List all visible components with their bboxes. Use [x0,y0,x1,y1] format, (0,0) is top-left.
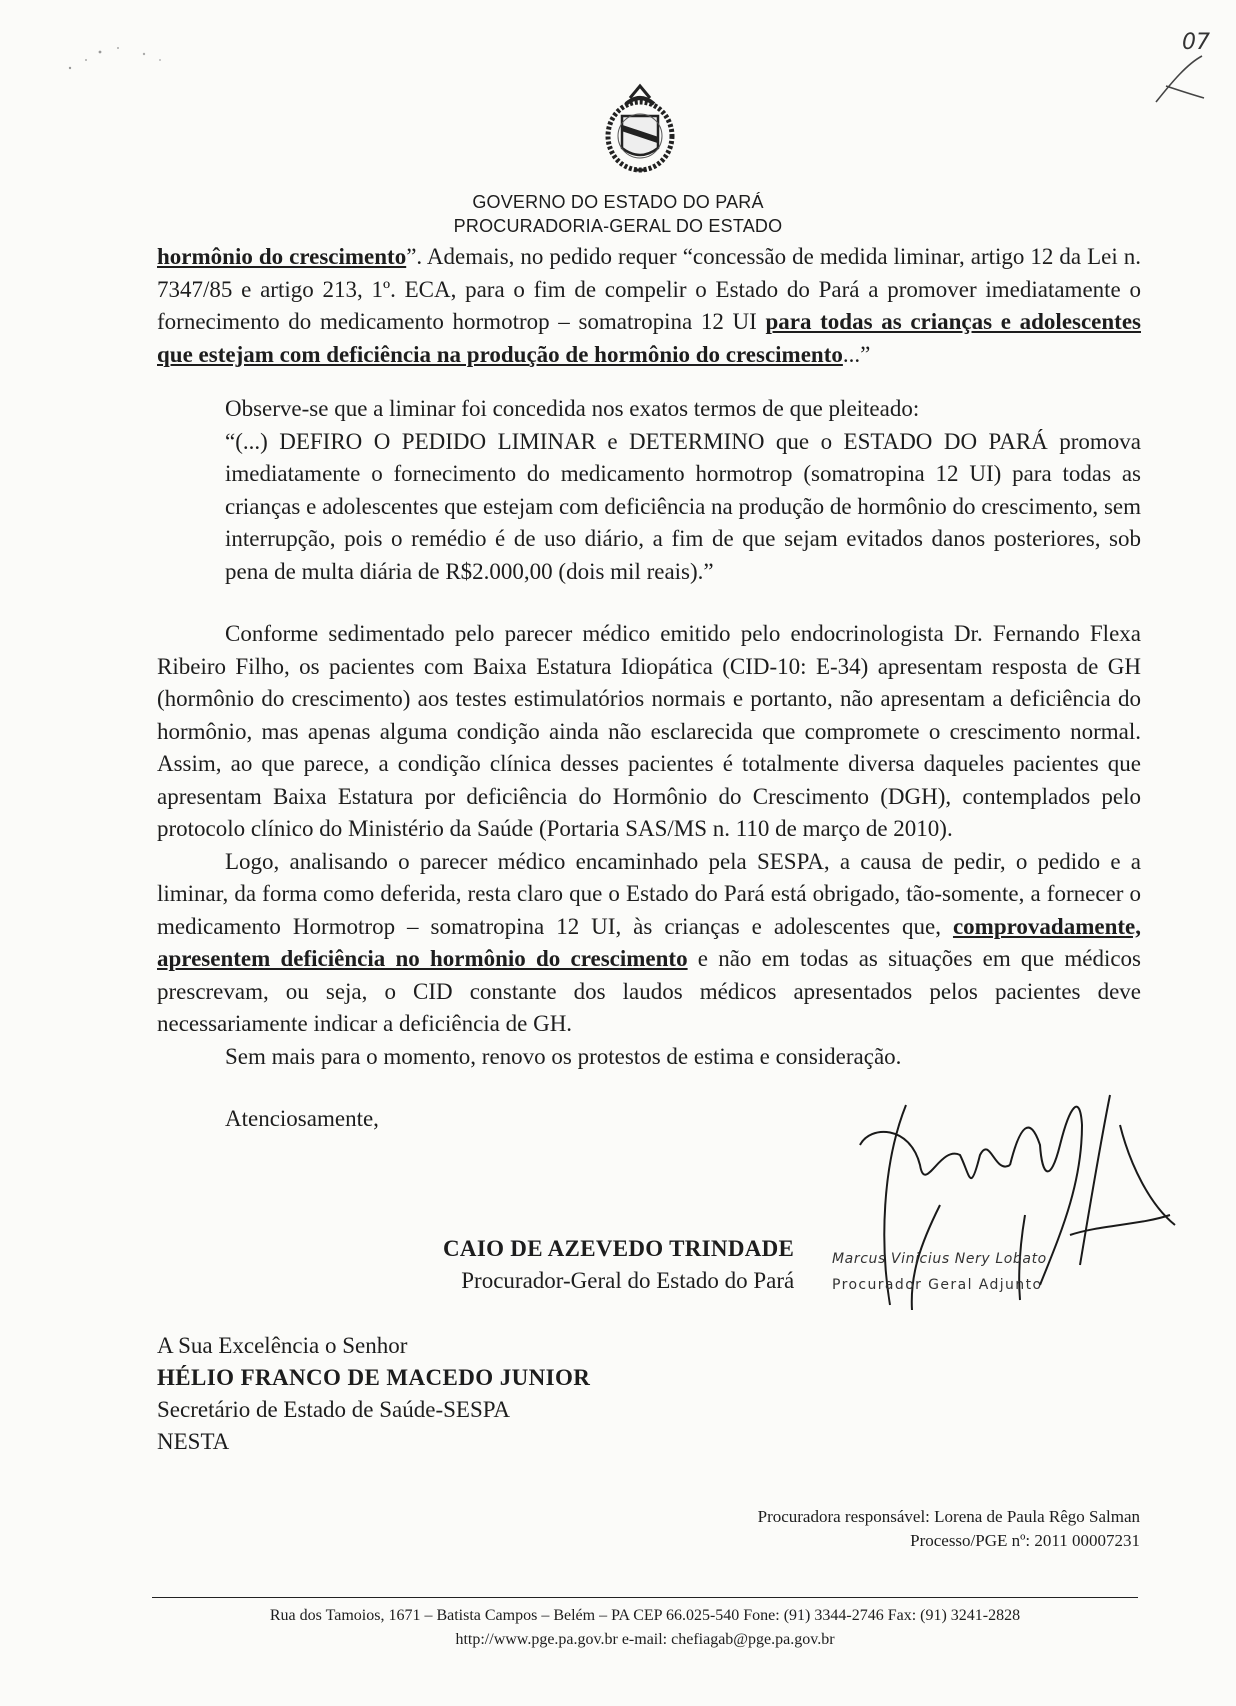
paragraph-closing-remarks: Sem mais para o momento, renovo os protestos de estima e consideração. [225,1043,902,1069]
paragraph-conclusion [157,846,1141,1041]
addressee-block [157,1330,590,1458]
document-header [0,190,1236,238]
addressee-role: Secretário de Estado de Saúde-SESPA [157,1397,511,1422]
emphasis-text: hormônio do crescimento [157,244,407,269]
handwritten-mark [1152,52,1212,112]
addressee-salutation: A Sua Excelência o Senhor [157,1333,408,1358]
emphasis-text: comprovadamente, apresentem deficiência no hormônio do crescimento [157,913,1141,971]
header-procuradoria: PROCURADORIA-GERAL DO ESTADO [453,216,783,236]
paragraph-medical-opinion: Conforme sedimentado pelo parecer médico emitido pelo endocrinologista Dr. Fernando Flexa Ribeiro Filho, os pacientes com Baixa Estatura Idiopática (CID-10: E-34) apresentam resposta de GH (hormônio do crescimento) aos testes estimulatórios normais e portanto, não apresentam a deficiência do hormônio, mas apenas alguma condição ainda não esclarecida que compromete o crescimento normal. Assim, ao que parece, a condição clínica desses pacientes é totalmente diversa daqueles pacientes que apresentam Baixa Estatura por deficiência do Hormônio do Crescimento (DGH), contemplados pelo protocolo clínico do Ministério da Saúde (Portaria SAS/MS n. 110 de março de 2010). [157,621,1141,841]
signer-title: Procurador-Geral do Estado do Pará [461,1268,795,1293]
handwritten-page-number: 07 [1182,30,1210,55]
closing-salutation: Atenciosamente, [225,1106,379,1131]
paragraph-text: e não em todas as situações em que médicos prescrevam, ou seja, o CID constante dos laudos médicos apresentados pelos pacientes deve necessariamente indicar a deficiência de GH. [157,946,1141,1036]
scan-speckle [60,40,180,80]
responsible-attorney: Procuradora responsável: Lorena de Paula Rêgo Salman [757,1507,1140,1526]
stamp-title: Procurador Geral Adjunto [832,1277,1043,1293]
footer-contacts: http://www.pge.pa.gov.br e-mail: chefiagab@pge.pa.gov.br [455,1631,835,1648]
header-government: GOVERNO DO ESTADO DO PARÁ [472,192,764,212]
page-footer [152,1604,1138,1652]
addressee-name: HÉLIO FRANCO DE MACEDO JUNIOR [157,1365,591,1390]
court-decision-quote: “(...) DEFIRO O PEDIDO LIMINAR e DETERMINO que o ESTADO DO PARÁ promova imediatamente o fornecimento do medicamento hormotrop (somatropina 12 UI) para todas as crianças e adolescentes que estejam com deficiência na produção de hormônio do crescimento, sem interrupção, pois o remédio é de uso diário, a fim de que sejam evitados danos posteriores, sob pena de multa diária de R$2.000,00 (dois mil reais).” [225,428,1141,584]
adjunct-stamp [832,1246,1047,1298]
paragraph-text: ...” [842,341,871,367]
state-coat-of-arms-icon [600,82,680,178]
signature-block [443,1233,794,1297]
footer-address: Rua dos Tamoios, 1671 – Batista Campos – Belém – PA CEP 66.025-540 Fone: (91) 3344-2746 Fax: (91) 3241-2828 [269,1607,1021,1624]
responsible-info [0,1505,1140,1553]
addressee-location: NESTA [157,1429,230,1454]
emphasis-text: para todas as crianças e adolescentes que estejam com deficiência na produção de hormônio do crescimento [157,309,1141,367]
paragraph-observation: Observe-se que a liminar foi concedida nos exatos termos de que pleiteado: [225,396,920,421]
stamp-name: Marcus Vinicius Nery Lobato [832,1251,1047,1267]
paragraph-text: Logo, analisando o parecer médico encaminhado pela SESPA, a causa de pedir, o pedido e a liminar, da forma como deferida, resta claro que o Estado do Pará está obrigado, tão-somente, a fornecer o medicamento Hormotrop – somatropina 12 UI, às crianças e adolescentes que, [157,848,1141,939]
paragraph-text: ”. Ademais, no pedido requer “concessão de medida liminar, artigo 12 da Lei n. 7347/85 e artigo 213, 1º. ECA, para o fim de compelir o Estado do Pará a promover imediatamente o fornecimento do medicamento hormotrop – somatropina 12 UI [157,244,1141,334]
letter-body [157,241,1141,1136]
footer-divider [152,1597,1138,1598]
process-number: Processo/PGE nº: 2011 00007231 [910,1531,1140,1550]
signer-name: CAIO DE AZEVEDO TRINDADE [443,1236,795,1261]
paragraph-request [157,241,1141,371]
